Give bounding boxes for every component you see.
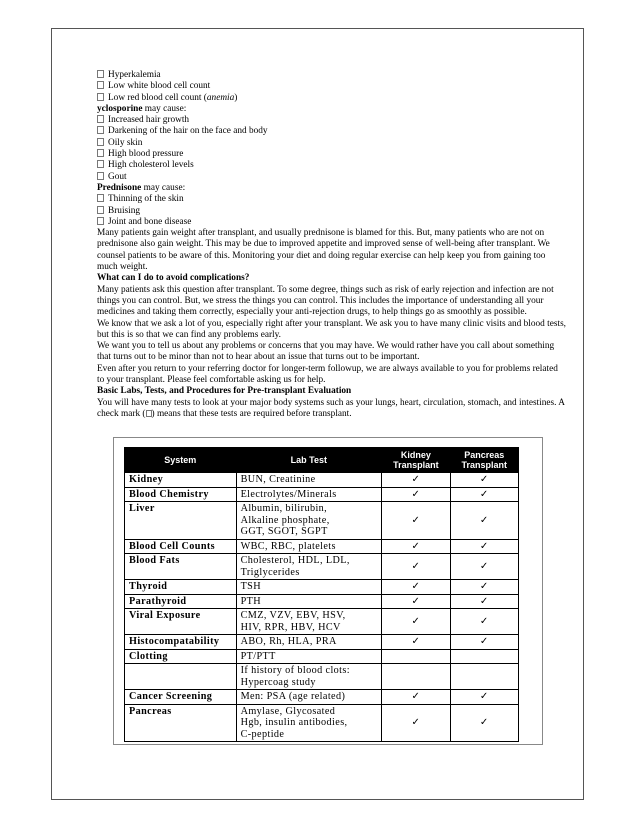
avoid-complications-heading: What can I do to avoid complications? (97, 273, 250, 284)
cell-system: Thyroid (125, 580, 237, 595)
header-system: System (125, 448, 237, 473)
bullet-box-icon (97, 217, 104, 225)
cell-kidney-check: ✓ (382, 594, 450, 609)
bullet-box-icon (97, 194, 104, 202)
cell-system: Blood Cell Counts (125, 539, 237, 554)
cell-kidney-check: ✓ (382, 609, 450, 635)
cell-kidney-check: ✓ (382, 539, 450, 554)
avoid-paragraph-4: Even after you return to your referring doctor for longer-term followup, we are always available to you for problems related to your transplant. Please feel comfortable asking us for help. (97, 363, 558, 386)
bullet-box-icon (97, 149, 104, 157)
cell-pancreas-check: ✓ (450, 539, 518, 554)
cell-system: Parathyroid (125, 594, 237, 609)
table-body (125, 473, 519, 742)
table-row (125, 487, 519, 502)
bullet-box-icon (97, 172, 104, 180)
cell-kidney-check: ✓ (382, 554, 450, 580)
table-row (125, 690, 519, 705)
cell-system: Histocompatability (125, 635, 237, 650)
cell-kidney-check: ✓ (382, 473, 450, 488)
cell-pancreas-check: ✓ (450, 594, 518, 609)
list-item: Oily skin (97, 138, 567, 149)
cyclosporine-list (97, 115, 567, 183)
table-row (125, 554, 519, 580)
cell-lab-test: TSH (236, 580, 382, 595)
table-row (125, 664, 519, 690)
list-item: Low red blood cell count (anemia) (97, 93, 567, 104)
cell-lab-test: ABO, Rh, HLA, PRA (236, 635, 382, 650)
table-row (125, 609, 519, 635)
header-lab-test: Lab Test (236, 448, 382, 473)
table-row (125, 594, 519, 609)
table-row (125, 502, 519, 540)
header-pancreas-transplant: Pancreas Transplant (450, 448, 518, 473)
weight-paragraph: Many patients gain weight after transplant, and usually prednisone is blamed for this. But, many patients who are not on prednisone also gain weight. This may be due to improved appetite and improved sense of well-being after transplant. We counsel patients to be aware of this. Monitoring your diet and doing regular exercise can help keep you from gaining too much weight. (97, 228, 550, 273)
cell-lab-test: Amylase, Glycosated Hgb, insulin antibodies, C-peptide (236, 704, 382, 742)
basic-labs-paragraph: You will have many tests to look at your major body systems such as your lungs, heart, circulation, stomach, and intestines. A check mark ( ) means that these tests are required before transplant. (97, 397, 565, 419)
bullet-box-icon (97, 160, 104, 168)
list-item: Thinning of the skin (97, 194, 567, 205)
list-item: Darkening of the hair on the face and body (97, 126, 567, 137)
cell-pancreas-check: ✓ (450, 580, 518, 595)
bullet-box-icon (97, 81, 104, 89)
cell-kidney-check: ✓ (382, 635, 450, 650)
cell-kidney-check (382, 649, 450, 664)
cell-system: Blood Chemistry (125, 487, 237, 502)
avoid-paragraph-1: Many patients ask this question after transplant. To some degree, things such as risk of early rejection and infection are not things you can control. But, we stress the things you can control. This includes the importance of understanding all your medicines and taking them correctly, especially your anti-rejection drugs, to help things go as smoothly as possible. (97, 284, 554, 318)
pretransplant-lab-table (124, 447, 519, 742)
cell-system: Cancer Screening (125, 690, 237, 705)
cell-pancreas-check: ✓ (450, 635, 518, 650)
cell-pancreas-check: ✓ (450, 704, 518, 742)
list-item: High blood pressure (97, 149, 567, 160)
table-header-row (125, 448, 519, 473)
table-row (125, 635, 519, 650)
basic-labs-heading: Basic Labs, Tests, and Procedures for Pre-transplant Evaluation (97, 386, 352, 397)
list-item: High cholesterol levels (97, 160, 567, 171)
bullet-box-icon (97, 138, 104, 146)
cell-lab-test: BUN, Creatinine (236, 473, 382, 488)
cell-system: Blood Fats (125, 554, 237, 580)
cell-kidney-check (382, 664, 450, 690)
cell-lab-test: CMZ, VZV, EBV, HSV, HIV, RPR, HBV, HCV (236, 609, 382, 635)
cell-pancreas-check: ✓ (450, 609, 518, 635)
table-row (125, 580, 519, 595)
cell-system: Liver (125, 502, 237, 540)
cell-lab-test: Cholesterol, HDL, LDL, Triglycerides (236, 554, 382, 580)
cell-kidney-check: ✓ (382, 502, 450, 540)
cell-lab-test: Albumin, bilirubin, Alkaline phosphate, GGT, SGOT, SGPT (236, 502, 382, 540)
cell-system: Pancreas (125, 704, 237, 742)
cell-system: Clotting (125, 649, 237, 664)
cell-pancreas-check: ✓ (450, 473, 518, 488)
cell-kidney-check: ✓ (382, 704, 450, 742)
cell-kidney-check: ✓ (382, 580, 450, 595)
cell-lab-test: WBC, RBC, platelets (236, 539, 382, 554)
list-item: Hyperkalemia (97, 70, 567, 81)
cell-pancreas-check: ✓ (450, 502, 518, 540)
cyclosporine-heading: yclosporine may cause: (97, 103, 187, 114)
bullet-box-icon (97, 206, 104, 214)
prednisone-list (97, 194, 567, 228)
list-item: Gout (97, 172, 567, 183)
table-row (125, 473, 519, 488)
cell-pancreas-check (450, 649, 518, 664)
cell-pancreas-check: ✓ (450, 487, 518, 502)
table-row (125, 649, 519, 664)
cell-system: Kidney (125, 473, 237, 488)
list-item: Bruising (97, 206, 567, 217)
cell-lab-test: PTH (236, 594, 382, 609)
cell-system (125, 664, 237, 690)
cell-lab-test: Electrolytes/Minerals (236, 487, 382, 502)
bullet-box-icon (97, 70, 104, 78)
cell-lab-test: Men: PSA (age related) (236, 690, 382, 705)
header-kidney-transplant: Kidney Transplant (382, 448, 450, 473)
bullet-box-icon (97, 93, 104, 101)
prednisone-heading: Prednisone may cause: (97, 182, 186, 193)
avoid-paragraph-3: We want you to tell us about any problems or concerns that you may have. We would rather have you call about something that turns out to be minor than not to hear about an issue that turns out to be important. (97, 341, 555, 363)
cell-lab-test: PT/PTT (236, 649, 382, 664)
list-item: Low white blood cell count (97, 81, 567, 92)
table-row (125, 539, 519, 554)
avoid-paragraph-2: We know that we ask a lot of you, especially right after your transplant. We ask you to have many clinic visits and blood tests, but this is so that we can find any problems early. (97, 318, 567, 340)
list-item: Joint and bone disease (97, 217, 567, 228)
cell-kidney-check: ✓ (382, 690, 450, 705)
cell-pancreas-check: ✓ (450, 690, 518, 705)
bullet-box-icon (97, 126, 104, 134)
table-row (125, 704, 519, 742)
cell-pancreas-check (450, 664, 518, 690)
side-effects-list (97, 70, 567, 104)
bullet-box-icon (97, 115, 104, 123)
cell-pancreas-check: ✓ (450, 554, 518, 580)
cell-kidney-check: ✓ (382, 487, 450, 502)
cell-lab-test: If history of blood clots: Hypercoag study (236, 664, 382, 690)
list-item: Increased hair growth (97, 115, 567, 126)
document-body (97, 70, 567, 420)
cell-system: Viral Exposure (125, 609, 237, 635)
